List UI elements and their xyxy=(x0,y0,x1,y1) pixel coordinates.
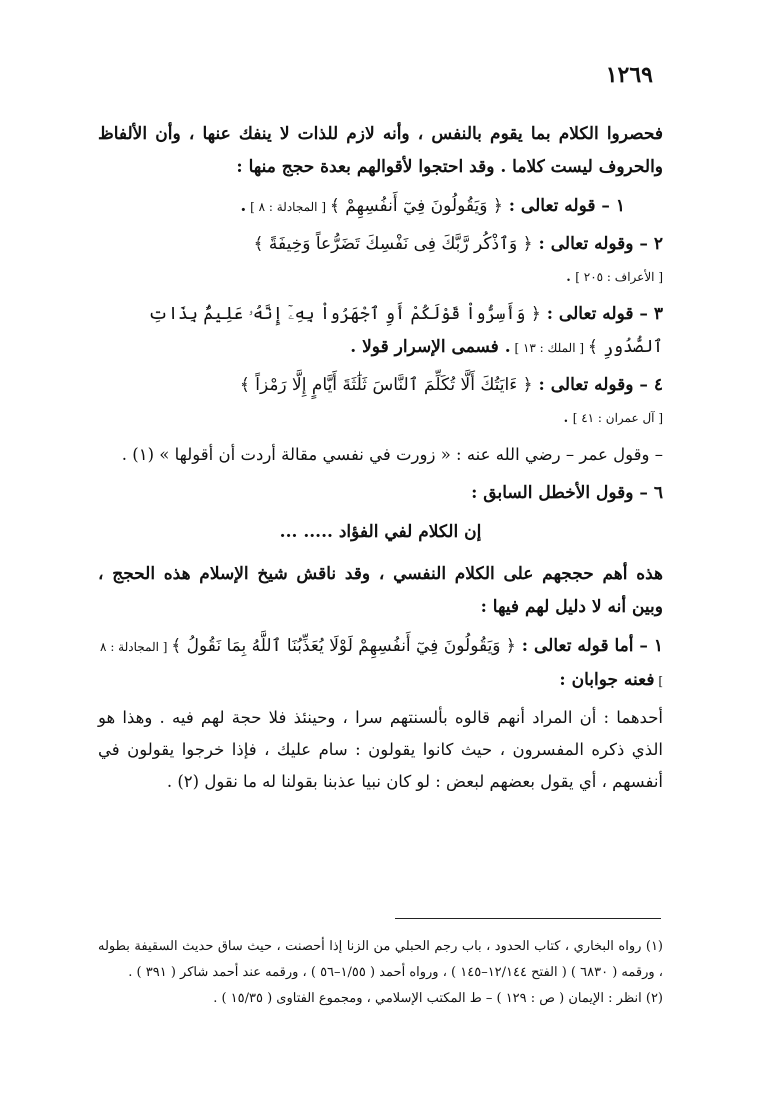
intro-paragraph: فحصروا الكلام بما يقوم بالنفس ، وأنه لازم للذات لا ينفك عنها ، وأن الألفاظ والحروف ليست كلاما . وقد احتجوا لأقوالهم بعدة حجج منها : xyxy=(98,124,663,177)
summary-paragraph: هذه أهم حججهم على الكلام النفسي ، وقد ناقش شيخ الإسلام هذه الحجج ، وبين أنه لا دليل لهم فيها : xyxy=(98,564,663,617)
footnote-1: (١) رواه البخاري ، كتاب الحدود ، باب رجم الحبلي من الزنا إذا أحصنت ، حيث ساق حديث السقيفة بطوله ، ورقمه ( ٦٨٣٠ ) ( الفتح ١٢/١٤٤–١٤٥ ) ، ورواه أحمد ( ١/٥٥–٥٦ ) ، ورقمه عند أحمد شاكر ( ٣٩١ ) . xyxy=(98,939,663,980)
argument-lead: ٤ – وقوله تعالى : xyxy=(532,375,663,395)
verse-reference: [ المجادلة : ٨ ] xyxy=(246,200,330,214)
page-body xyxy=(98,118,663,804)
argument-tail: . xyxy=(563,411,573,426)
argument-2 xyxy=(98,228,663,261)
quran-verse: ﴿ وَأَسِرُّواْ قَوْلَكُمْ أَوِ ٱجْهَرُواْ بِهِۦٓ إِنَّهُۥ عَلِيمٌۢ بِذَاتِ ٱلصُّدُورِ ﴾ xyxy=(148,304,663,357)
footnotes xyxy=(98,934,663,1012)
verse-reference: [ المجادلة : ٨ ] xyxy=(100,640,663,688)
argument-lead: ١ – قوله تعالى : xyxy=(502,196,625,216)
quran-verse: ﴿ وَيَقُولُونَ فِيٓ أَنفُسِهِمْ ﴾ xyxy=(329,196,503,216)
argument-tail: . xyxy=(566,270,576,285)
verse-reference: [ الملك : ١٣ ] xyxy=(510,341,588,355)
akhtal-lead: ٦ – وقول الأخطل السابق : xyxy=(471,483,663,503)
footnote-divider xyxy=(395,918,661,919)
argument-4-reference xyxy=(98,406,663,431)
argument-tail: . فسمى الإسرار قولا . xyxy=(350,337,511,357)
omar-quote: – وقول عمر – رضي الله عنه : « زورت في نفسي مقالة أردت أن أقولها » (١) . xyxy=(121,445,663,464)
footnote-2: (٢) انظر : الإيمان ( ص : ١٢٩ ) – ط المكتب الإسلامي ، ومجموع الفتاوى ( ١٥/٣٥ ) . xyxy=(213,991,663,1006)
argument-lead: ٣ – قوله تعالى : xyxy=(540,304,663,324)
quran-verse: ﴿ وَيَقُولُونَ فِيٓ أَنفُسِهِمْ لَوْلَا يُعَذِّبُنَا ٱللَّهُ بِمَا نَقُولُ ﴾ xyxy=(171,636,516,656)
quran-verse: ﴿ وَٱذْكُر رَّبَّكَ فِى نَفْسِكَ تَضَرُّعاً وَخِيفَةً ﴾ xyxy=(253,234,533,254)
page-number: ١٢٦٩ xyxy=(605,62,653,88)
argument-2-reference xyxy=(98,265,663,290)
verse-reference: [ الأعراف : ٢٠٥ ] xyxy=(575,270,663,284)
verse-reference: [ آل عمران : ٤١ ] xyxy=(572,411,663,425)
response-lead: ١ – أما قوله تعالى : xyxy=(515,636,663,656)
argument-3 xyxy=(98,298,663,365)
argument-4 xyxy=(98,369,663,402)
argument-tail: . xyxy=(240,196,247,216)
quran-verse: ﴿ ءَايَتُكَ أَلَّا تُكَلِّمَ ٱلنَّاسَ ثَلَٰثَةَ أَيَّامٍ إِلَّا رَمْزاً ﴾ xyxy=(239,375,533,395)
response-tail: فعنه جوابان : xyxy=(559,670,655,690)
response-1 xyxy=(98,630,663,698)
argument-lead: ٢ – وقوله تعالى : xyxy=(532,234,663,254)
argument-1 xyxy=(98,190,663,224)
akhtal-verse: إن الكلام لفي الفؤاد ..... ... xyxy=(279,522,482,542)
first-answer: أحدهما : أن المراد أنهم قالوه بألسنتهم سرا ، وحينئذ فلا حجة لهم فيه . وهذا هو الذي ذكره المفسرون ، حيث كانوا يقولون : سام عليك ، فإذا خرجوا يقولون في أنفسهم ، أي يقول بعضهم لبعض : لو كان نبيا عذبنا بقولنا له ما نقول (٢) . xyxy=(98,708,663,791)
